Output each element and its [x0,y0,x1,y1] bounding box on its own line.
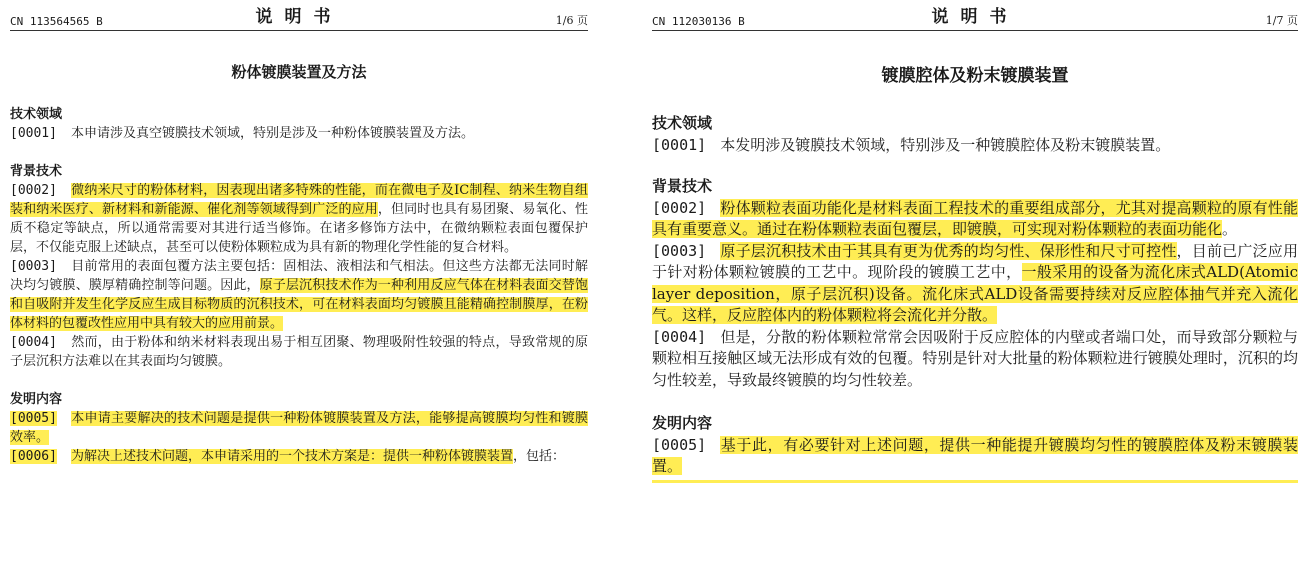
paragraph-tag: [0001] [10,126,57,141]
paragraph-0001 [652,135,1298,157]
paragraph-text: 目前常用的表面包覆方法主要包括：固相法、液相法和气相法。但这些方法都无法同时解决均匀镀膜、膜厚精确控制等问题。因此， [10,259,588,293]
paragraph-text: 但是，分散的粉体颗粒常常会因吸附于反应腔体的内壁或者端口处，而导致部分颗粒与颗粒相互接触区域无法形成有效的包覆。特别是针对大批量的粉体颗粒进行镀膜处理时，沉积的均匀性较差，导致最终镀膜的均匀性较差。 [652,327,1298,389]
page-header [10,0,588,31]
paragraph-tag: [0002] [10,183,57,198]
highlighted-text: 原子层沉积技术由于其具有更为优秀的均匀性、保形性和尺寸可控性 [720,241,1177,260]
paragraph-tag: [0003] [10,259,57,274]
patent-number: CN 112030136 B [652,15,745,28]
highlighted-text: 一般采用的设备为流化床式ALD(Atomic layer deposition，原子层沉积)设备。流化床式ALD设备需要持续对反应腔体抽气并充入流化气。这样，反应腔体内的粉体颗粒将会流化并分散。 [652,263,1298,324]
left-document-page [10,0,588,466]
highlighted-text: 原子层沉积技术作为一种利用反应气体在材料表面交替饱和自吸附并发生化学反应生成目标物质的沉积技术，可在材料表面均匀镀膜且能精确控制膜厚，在粉体材料的包覆改性应用中具有较大的应用前景。 [10,278,588,331]
highlighted-text: 粉体颗粒表面功能化是材料表面工程技术的重要组成部分，尤其对提高颗粒的原有性能具有重要意义。通过在粉体颗粒表面包覆层，即镀膜，可实现对粉体颗粒的表面功能化 [652,198,1298,238]
paragraph-tag: [0003] [652,241,707,260]
paragraph-text: 本申请涉及真空镀膜技术领域，特别是涉及一种粉体镀膜装置及方法。 [70,126,474,141]
paragraph-0006 [10,447,588,466]
paragraph-text: ，目前已广泛应用于针对粉体颗粒镀膜的工艺中。现阶段的镀膜工艺中， [652,241,1298,281]
paragraph-text: 。 [1222,220,1238,238]
paragraph-tag: [0002] [652,198,707,217]
page-number: 1/7 页 [1265,14,1298,27]
right-document-page [652,0,1298,483]
paragraph-tag: [0001] [652,135,707,154]
section-heading-summary: 发明内容 [10,392,63,407]
section-heading-summary: 发明内容 [652,414,713,432]
patent-number: CN 113564565 B [10,15,103,28]
page-number: 1/6 页 [555,14,588,27]
paragraph-0004 [652,327,1298,392]
section-heading-background: 背景技术 [10,164,63,179]
page-header [652,0,1298,31]
section-heading-background: 背景技术 [652,177,713,195]
highlighted-text: 为解决上述技术问题，本申请采用的一个技术方案是：提供一种粉体镀膜装置 [70,449,513,464]
paragraph-text: 然而，由于粉体和纳米材料表现出易于相互团聚、物理吸附性较强的特点，导致常规的原子层沉积方法难以在其表面均匀镀膜。 [10,335,588,369]
section-heading-field: 技术领域 [10,107,63,122]
paragraph-tag: [0004] [10,335,57,350]
paragraph-text: ，包括： [512,449,565,464]
paragraph-0005 [10,409,588,447]
highlight-continuation [652,480,1298,483]
paragraph-0003 [652,241,1298,327]
highlighted-text: 基于此，有必要针对上述问题，提供一种能提升镀膜均匀性的镀膜腔体及粉末镀膜装置。 [652,435,1298,475]
paragraph-0004 [10,333,588,371]
paragraph-0001 [10,124,588,143]
paragraph-tag: [0005] [10,411,57,426]
document-title: 镀膜腔体及粉末镀膜装置 [881,66,1069,86]
paragraph-tag: [0004] [652,327,707,346]
paragraph-0002 [10,181,588,257]
highlighted-text: 本申请主要解决的技术问题是提供一种粉体镀膜装置及方法，能够提高镀膜均匀性和镀膜效率。 [10,411,588,445]
section-heading-field: 技术领域 [652,114,713,132]
paragraph-tag: [0005] [652,435,707,454]
paragraph-0003 [10,257,588,333]
highlighted-text: 微纳米尺寸的粉体材料，因表现出诸多特殊的性能，而在微电子及IC制程、纳米生物自组装和纳米医疗、新材料和新能源、催化剂等领域得到广泛的应用 [10,183,588,217]
document-title: 粉体镀膜装置及方法 [231,63,367,81]
paragraph-0005 [652,435,1298,478]
header-title: 说明书 [931,7,1019,27]
paragraph-text: ，但同时也具有易团聚、易氧化、性质不稳定等缺点，所以通常需要对其进行适当修饰。在诸多修饰方法中，在微纳颗粒表面包覆保护层，不仅能克服上述缺点，甚至可以使粉体颗粒成为具有新的物理化学性能的复合材料。 [10,202,588,255]
paragraph-0002 [652,198,1298,241]
paragraph-tag: [0006] [10,449,57,464]
header-title: 说明书 [255,7,343,27]
paragraph-text: 本发明涉及镀膜技术领域，特别涉及一种镀膜腔体及粉末镀膜装置。 [720,135,1171,154]
